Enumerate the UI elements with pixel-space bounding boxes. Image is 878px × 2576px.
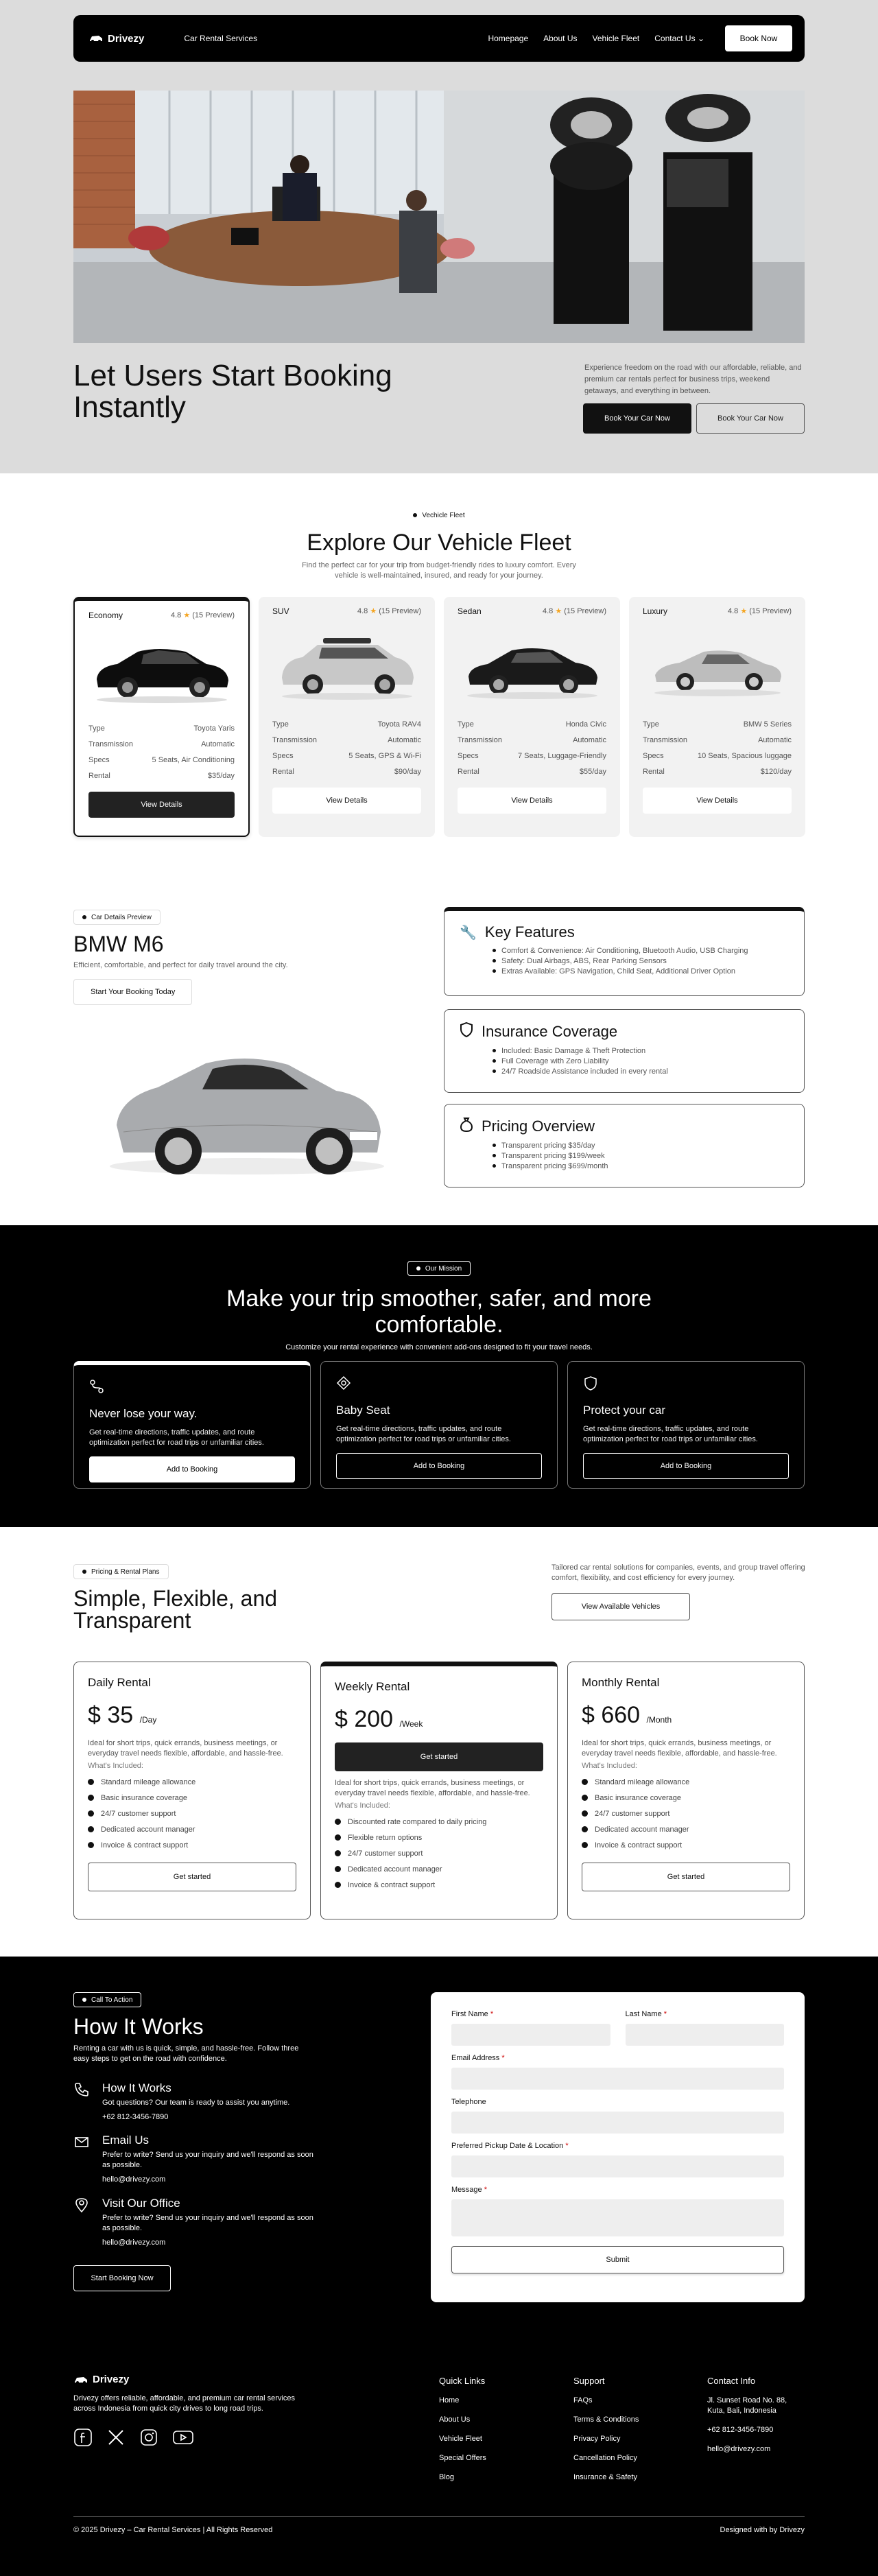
field-label-text: Last Name: [625, 2010, 662, 2018]
spec-label: Transmission: [458, 735, 502, 744]
feature-title: Pricing Overview: [482, 1118, 595, 1135]
hero-description: Experience freedom on the road with our affordable, reliable, and premium car rentals perfect for business trips, weekend getaways, and everything in between.: [584, 364, 802, 395]
details-badge-label: Car Details Preview: [91, 913, 152, 921]
addon-description: Get real-time directions, traffic updates, and route optimization perfect for road trips or unfamiliar cities.: [336, 1425, 511, 1443]
footer-link[interactable]: Cancellation Policy: [573, 2454, 637, 2462]
plan-item: 24/7 customer support: [335, 1845, 543, 1861]
feature-item: Transparent pricing $199/week: [493, 1150, 789, 1161]
pricing-description: Tailored car rental solutions for companies, events, and group travel offering comfort, flexibility, and cost efficiency for every journey.: [551, 1563, 805, 1582]
nav-homepage[interactable]: Homepage: [488, 34, 529, 43]
social-links: [73, 2428, 310, 2450]
vehicle-rating: [728, 606, 792, 616]
location-pin-icon: [73, 2197, 90, 2248]
plan-description: Ideal for short trips, quick errands, business meetings, or everyday travel needs flexible, affordable, and hassle-free.: [88, 1739, 283, 1758]
plan-item: Dedicated account manager: [335, 1861, 543, 1877]
first-name-label: [451, 2010, 610, 2018]
footer-email[interactable]: hello@drivezy.com: [707, 2445, 771, 2453]
spec-label: Type: [458, 720, 474, 729]
plan-item: Basic insurance coverage: [88, 1790, 296, 1806]
bmw-m6-image: [103, 1029, 391, 1183]
first-name-input[interactable]: [451, 2024, 610, 2046]
vehicle-rating: [171, 611, 235, 620]
details-description: Efficient, comfortable, and perfect for daily travel around the city.: [73, 961, 288, 969]
feature-card-pricing: [444, 1104, 805, 1187]
plan-name: Weekly Rental: [335, 1680, 410, 1693]
plan-item: 24/7 customer support: [582, 1806, 790, 1821]
addon-card-navigation: [73, 1361, 311, 1489]
plan-card-daily: [73, 1662, 311, 1919]
footer-contact: [707, 2376, 805, 2463]
copyright: © 2025 Drivezy – Car Rental Services | All Rights Reserved: [73, 2526, 273, 2534]
required-mark: *: [663, 2010, 667, 2018]
addon-title: Never lose your way.: [89, 1407, 198, 1420]
contact-value[interactable]: hello@drivezy.com: [102, 2238, 166, 2247]
message-label: [451, 2186, 784, 2194]
fleet-header: [0, 508, 878, 581]
car-logo-icon: [88, 34, 104, 43]
plan-item: Flexible return options: [335, 1830, 543, 1845]
nav-contact-label: Contact Us: [654, 34, 696, 43]
start-booking-now-button[interactable]: Start Booking Now: [73, 2265, 171, 2291]
star-icon: ★: [183, 611, 191, 619]
feature-item: Transparent pricing $35/day: [493, 1140, 789, 1150]
contact-description: Got questions? Our team is ready to assist you anytime.: [102, 2099, 290, 2107]
spec-value: 7 Seats, Luggage-Friendly: [517, 751, 606, 760]
plan-item: Invoice & contract support: [335, 1877, 543, 1893]
spec-label: Transmission: [272, 735, 317, 744]
spec-value: Toyota RAV4: [377, 720, 421, 729]
chevron-down-icon: ⌄: [697, 34, 704, 43]
cta-badge: [73, 1992, 141, 2007]
designed-by: Designed with by Drivezy: [720, 2526, 805, 2534]
vehicle-card[interactable]: [629, 597, 805, 837]
spec-value: $90/day: [394, 767, 421, 776]
field-label-text: First Name: [451, 2010, 488, 2018]
review-count: (15 Preview): [564, 607, 606, 615]
vehicle-card[interactable]: [73, 597, 250, 837]
footer-link[interactable]: Terms & Conditions: [573, 2415, 639, 2424]
footer-link[interactable]: Home: [439, 2396, 460, 2404]
plan-item: Discounted rate compared to daily pricing: [335, 1814, 543, 1830]
contact-title: Email Us: [102, 2134, 150, 2147]
review-count: (15 Preview): [379, 607, 421, 615]
spec-label: Transmission: [643, 735, 687, 744]
spec-label: Rental: [272, 767, 294, 776]
hero-section: [0, 0, 878, 473]
spec-label: Rental: [88, 771, 110, 780]
nav-contact[interactable]: [654, 34, 704, 43]
rating-value: 4.8: [170, 611, 182, 619]
required-mark: *: [565, 2142, 569, 2150]
email-input[interactable]: [451, 2068, 784, 2090]
spec-label: Specs: [88, 755, 110, 764]
footer-quick-links: [439, 2376, 486, 2492]
feature-card-insurance: [444, 1009, 805, 1093]
spec-value: Toyota Yaris: [193, 724, 235, 733]
details-badge: [73, 910, 161, 925]
brand-logo[interactable]: [88, 33, 144, 45]
footer-link[interactable]: Special Offers: [439, 2454, 486, 2462]
plan-item: Standard mileage allowance: [88, 1774, 296, 1790]
rating-value: 4.8: [542, 607, 554, 615]
feature-item: 24/7 Roadside Assistance included in every rental: [493, 1066, 789, 1076]
youtube-icon[interactable]: [172, 2428, 194, 2450]
x-twitter-icon[interactable]: [106, 2428, 126, 2450]
plan-item: Dedicated account manager: [582, 1821, 790, 1837]
details-section: [73, 910, 288, 1005]
footer-support: [573, 2376, 639, 2492]
required-mark: *: [490, 2010, 494, 2018]
hero-book-button[interactable]: Book Your Car Now: [583, 403, 691, 434]
star-icon: ★: [370, 607, 377, 615]
contact-description: Prefer to write? Send us your inquiry and we'll respond as soon as possible.: [102, 2151, 313, 2169]
plan-description: Ideal for short trips, quick errands, business meetings, or everyday travel needs flexible, affordable, and hassle-free.: [335, 1779, 530, 1797]
spec-value: Automatic: [758, 735, 792, 744]
review-count: (15 Preview): [192, 611, 235, 619]
contact-item-email: [73, 2134, 322, 2185]
vehicle-image: [458, 620, 606, 709]
pickup-label: [451, 2142, 784, 2150]
footer-column-heading: Contact Info: [707, 2376, 756, 2386]
hero-title: Let Users Start Booking Instantly: [73, 359, 392, 424]
contact-form: [431, 1992, 805, 2302]
spec-value: $120/day: [760, 767, 792, 776]
addon-description: Get real-time directions, traffic updates, and route optimization perfect for road trips or unfamiliar cities.: [583, 1425, 758, 1443]
plan-price-unit: /Month: [646, 1715, 672, 1725]
vehicle-category: SUV: [272, 606, 289, 616]
telephone-input[interactable]: [451, 2112, 784, 2134]
required-mark: *: [501, 2054, 505, 2062]
contact-value[interactable]: hello@drivezy.com: [102, 2175, 166, 2184]
spec-value: Honda Civic: [565, 720, 606, 729]
feature-item: Safety: Dual Airbags, ABS, Rear Parking Sensors: [493, 956, 789, 966]
fleet-title: Explore Our Vehicle Fleet: [307, 530, 571, 556]
plan-item: Basic insurance coverage: [582, 1790, 790, 1806]
vehicle-card[interactable]: [259, 597, 435, 837]
addon-description: Get real-time directions, traffic updates, and route optimization perfect for road trips or unfamiliar cities.: [89, 1428, 264, 1447]
required-mark: *: [484, 2186, 487, 2194]
pricing-header: [73, 1564, 279, 1631]
last-name-label: [626, 2010, 785, 2018]
view-details-button[interactable]: View Details: [458, 788, 606, 814]
mail-icon: [73, 2134, 90, 2185]
footer-divider: [73, 2516, 805, 2517]
plan-item: Invoice & contract support: [582, 1837, 790, 1853]
plan-price-value: $ 660: [582, 1702, 641, 1728]
add-to-booking-button[interactable]: Add to Booking: [89, 1456, 295, 1482]
plan-price-value: $ 35: [88, 1702, 134, 1728]
vehicle-rating: [357, 606, 421, 616]
last-name-input[interactable]: [626, 2024, 785, 2046]
plan-price: [335, 1706, 543, 1733]
telephone-label: Telephone: [451, 2098, 486, 2106]
facebook-icon[interactable]: [73, 2428, 93, 2450]
contact-value[interactable]: +62 812-3456-7890: [102, 2113, 169, 2121]
phone-icon: [73, 2081, 90, 2123]
spec-label: Specs: [272, 751, 294, 760]
feature-item: Transparent pricing $699/month: [493, 1161, 789, 1171]
pricing-badge-label: Pricing & Rental Plans: [91, 1568, 160, 1576]
review-count: (15 Preview): [749, 607, 792, 615]
feature-item: Extras Available: GPS Navigation, Child Seat, Additional Driver Option: [493, 966, 789, 976]
footer-link[interactable]: Blog: [439, 2473, 455, 2481]
spec-label: Type: [643, 720, 659, 729]
view-details-button[interactable]: View Details: [88, 792, 235, 818]
addon-card-protect: [567, 1361, 805, 1489]
footer-link[interactable]: FAQs: [573, 2396, 593, 2404]
plan-included-label: What's Included:: [582, 1762, 637, 1770]
spec-label: Rental: [643, 767, 665, 776]
fleet-badge: [405, 508, 473, 523]
nav-about[interactable]: About Us: [543, 34, 578, 43]
field-label-text: Preferred Pickup Date & Location: [451, 2142, 564, 2150]
details-title: BMW M6: [73, 932, 164, 956]
vehicle-category: Sedan: [458, 606, 482, 616]
shield-icon: [460, 1022, 473, 1041]
addon-card-baby-seat: [320, 1361, 558, 1489]
plan-price-value: $ 200: [335, 1706, 394, 1732]
instagram-icon[interactable]: [139, 2428, 158, 2450]
nav-fleet[interactable]: Vehicle Fleet: [592, 34, 640, 43]
mission-description: Customize your rental experience with convenient add-ons designed to fit your travel needs.: [285, 1343, 593, 1351]
contact-description: Prefer to write? Send us your inquiry and we'll respond as soon as possible.: [102, 2214, 313, 2232]
vehicle-image: [272, 620, 421, 709]
add-to-booking-button[interactable]: Add to Booking: [336, 1453, 542, 1479]
footer-column-heading: Quick Links: [439, 2376, 486, 2386]
book-now-button[interactable]: Book Now: [725, 25, 792, 51]
spec-label: Type: [272, 720, 289, 729]
message-textarea[interactable]: [451, 2199, 784, 2236]
route-icon: [89, 1385, 104, 1397]
feature-title: Key Features: [484, 923, 575, 941]
plan-name: Monthly Rental: [582, 1676, 660, 1689]
footer-link[interactable]: Privacy Policy: [573, 2435, 621, 2443]
plan-price: [582, 1702, 790, 1729]
feature-title: Insurance Coverage: [482, 1023, 618, 1040]
contact-item-phone: [73, 2081, 289, 2123]
vehicle-card[interactable]: [444, 597, 620, 837]
feature-item: Included: Basic Damage & Theft Protection: [493, 1045, 789, 1056]
vehicle-category: Economy: [88, 611, 123, 620]
how-description: Renting a car with us is quick, simple, and hassle-free. Follow three easy steps to get on the road with confidence.: [73, 2044, 299, 2063]
plan-included-label: What's Included:: [335, 1801, 390, 1810]
view-vehicles-button[interactable]: View Available Vehicles: [551, 1593, 690, 1620]
plan-item: Invoice & contract support: [88, 1837, 296, 1853]
view-details-button[interactable]: View Details: [643, 788, 792, 814]
plan-price-unit: /Week: [399, 1719, 423, 1729]
mission-title: Make your trip smoother, safer, and more comfortable.: [226, 1286, 652, 1338]
wrench-icon: 🔧: [460, 925, 477, 941]
spec-value: Automatic: [201, 740, 235, 748]
plan-price: [88, 1702, 296, 1729]
plan-description: Ideal for short trips, quick errands, business meetings, or everyday travel needs flexible, affordable, and hassle-free.: [582, 1739, 777, 1758]
mission-badge-label: Our Mission: [425, 1264, 462, 1273]
vehicle-image: [88, 624, 235, 713]
spec-value: BMW 5 Series: [743, 720, 792, 729]
addon-title: Protect your car: [583, 1404, 665, 1417]
star-icon: ★: [740, 607, 748, 615]
footer-brand-name: Drivezy: [93, 2374, 130, 2385]
spec-value: Automatic: [573, 735, 606, 744]
shield-icon: [583, 1382, 598, 1393]
plan-item: 24/7 customer support: [88, 1806, 296, 1821]
footer-address: Jl. Sunset Road No. 88, Kuta, Bali, Indonesia: [707, 2396, 787, 2415]
spec-value: 5 Seats, Air Conditioning: [152, 755, 235, 764]
rating-value: 4.8: [357, 607, 368, 615]
spec-label: Rental: [458, 767, 479, 776]
email-label: [451, 2054, 784, 2062]
field-label-text: Email Address: [451, 2054, 500, 2062]
submit-button[interactable]: Submit: [451, 2246, 784, 2273]
baby-seat-icon: [336, 1382, 351, 1393]
spec-value: $55/day: [579, 767, 606, 776]
pricing-badge: [73, 1564, 169, 1579]
footer-link[interactable]: Insurance & Safety: [573, 2473, 637, 2481]
mission-section: [0, 1225, 878, 1527]
fleet-description: Find the perfect car for your trip from budget-friendly rides to luxury comfort. Every vehicle is well-maintained, insured, and ready for your journey.: [302, 561, 576, 580]
plan-included-label: What's Included:: [88, 1762, 143, 1770]
fleet-badge-label: Vechicle Fleet: [422, 511, 465, 519]
plan-card-monthly: [567, 1662, 805, 1919]
start-booking-button[interactable]: Start Your Booking Today: [73, 979, 192, 1005]
feature-card-key-features: [444, 907, 805, 996]
hero-image: [73, 91, 805, 343]
plan-card-weekly: [320, 1662, 558, 1919]
star-icon: ★: [555, 607, 562, 615]
brand-name: Drivezy: [108, 32, 145, 45]
navbar: [73, 15, 805, 62]
footer-link[interactable]: Vehicle Fleet: [439, 2435, 482, 2443]
rating-value: 4.8: [727, 607, 739, 615]
vehicle-rating: [543, 606, 606, 616]
contact-item-office: [73, 2197, 322, 2248]
field-label-text: Message: [451, 2186, 482, 2194]
hero-book-button-secondary[interactable]: Book Your Car Now: [696, 403, 805, 434]
view-details-button[interactable]: View Details: [272, 788, 421, 814]
spec-label: Transmission: [88, 740, 133, 748]
pricing-title: Simple, Flexible, and Transparent: [73, 1586, 278, 1633]
feature-item: Comfort & Convenience: Air Conditioning, Bluetooth Audio, USB Charging: [493, 945, 789, 956]
spec-label: Type: [88, 724, 105, 733]
footer-brand: [73, 2374, 310, 2450]
addon-title: Baby Seat: [336, 1404, 390, 1417]
plan-item: Standard mileage allowance: [582, 1774, 790, 1790]
get-started-button[interactable]: Get started: [335, 1742, 543, 1771]
footer-logo[interactable]: [73, 2374, 310, 2385]
nav-service-label: Car Rental Services: [184, 34, 258, 43]
plan-item: Dedicated account manager: [88, 1821, 296, 1837]
contact-title: Visit Our Office: [102, 2197, 180, 2210]
how-title: How It Works: [73, 2014, 204, 2039]
vehicle-category: Luxury: [643, 606, 668, 616]
spec-value: 10 Seats, Spacious luggage: [698, 751, 792, 760]
spec-label: Specs: [643, 751, 664, 760]
mission-badge: [407, 1261, 471, 1276]
footer-column-heading: Support: [573, 2376, 605, 2386]
vehicle-image: [643, 620, 792, 709]
contact-title: How It Works: [102, 2081, 171, 2094]
footer-description: Drivezy offers reliable, affordable, and premium car rental services across Indonesia from quick city drives to long road trips.: [73, 2394, 296, 2413]
pickup-input[interactable]: [451, 2155, 784, 2177]
plan-price-unit: /Day: [139, 1715, 157, 1725]
get-started-button[interactable]: Get started: [582, 1863, 790, 1891]
footer-phone[interactable]: +62 812-3456-7890: [707, 2426, 774, 2434]
money-bag-icon: [460, 1117, 473, 1136]
car-logo-icon: [73, 2375, 88, 2385]
spec-value: Automatic: [388, 735, 421, 744]
spec-value: 5 Seats, GPS & Wi-Fi: [348, 751, 421, 760]
plan-name: Daily Rental: [88, 1676, 151, 1689]
get-started-button[interactable]: Get started: [88, 1863, 296, 1891]
spec-value: $35/day: [207, 771, 235, 780]
spec-label: Specs: [458, 751, 479, 760]
add-to-booking-button[interactable]: Add to Booking: [583, 1453, 789, 1479]
cta-badge-label: Call To Action: [91, 1996, 133, 2004]
footer-link[interactable]: About Us: [439, 2415, 471, 2424]
feature-item: Full Coverage with Zero Liability: [493, 1056, 789, 1066]
